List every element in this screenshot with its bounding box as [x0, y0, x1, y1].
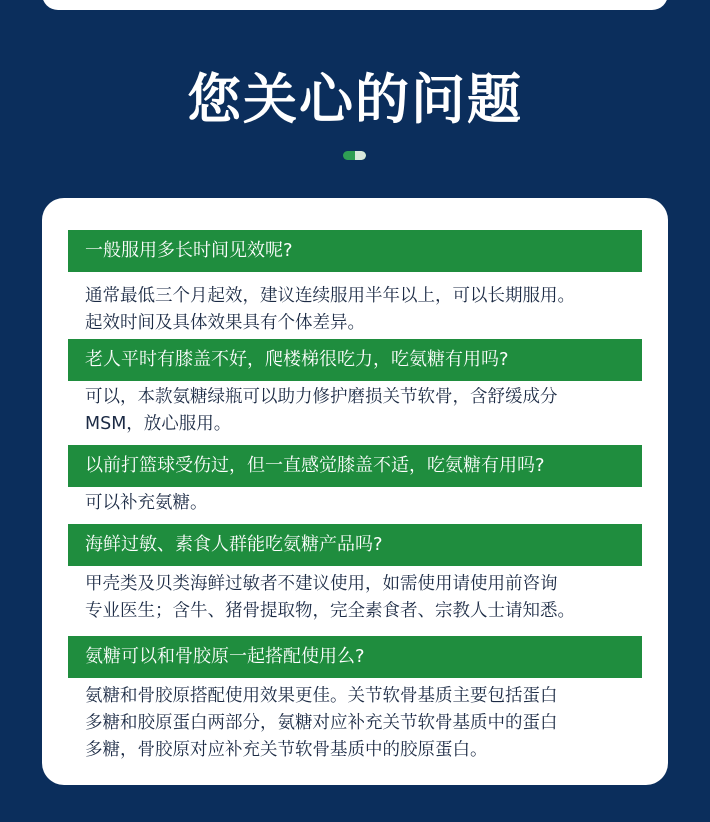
faq-answer-1-line-1: 通常最低三个月起效，建议连续服用半年以上，可以长期服用。: [85, 286, 575, 306]
faq-answer-2-line-2: MSM，放心服用。: [85, 414, 232, 434]
faq-question-4: 海鲜过敏、素食人群能吃氨糖产品吗?: [68, 524, 642, 566]
faq-question-2: 老人平时有膝盖不好，爬楼梯很吃力，吃氨糖有用吗?: [68, 339, 642, 381]
page-title: 您关心的问题: [187, 68, 523, 131]
faq-question-1: 一般服用多长时间见效呢?: [68, 230, 642, 272]
faq-answer-5-line-2: 多糖和胶原蛋白两部分，氨糖对应补充关节软骨基质中的蛋白: [85, 713, 558, 733]
section-divider-pill: [343, 151, 366, 160]
previous-card: [42, 0, 668, 10]
faq-answer-5-line-3: 多糖，骨胶原对应补充关节软骨基质中的胶原蛋白。: [85, 740, 488, 760]
faq-answer-4-line-1: 甲壳类及贝类海鲜过敏者不建议使用，如需使用请使用前咨询: [85, 574, 558, 594]
faq-question-5: 氨糖可以和骨胶原一起搭配使用么?: [68, 636, 642, 678]
faq-answer-3: [85, 490, 645, 517]
faq-answer-4-line-2: 专业医生；含牛、猪骨提取物，完全素食者、宗教人士请知悉。: [85, 601, 575, 621]
faq-card: [42, 198, 668, 785]
faq-answer-1: [85, 283, 645, 337]
faq-question-3: 以前打篮球受伤过，但一直感觉膝盖不适，吃氨糖有用吗?: [68, 445, 642, 487]
faq-answer-5-line-1: 氨糖和骨胶原搭配使用效果更佳。关节软骨基质主要包括蛋白: [85, 686, 558, 706]
faq-answer-4: [85, 571, 645, 625]
faq-answer-5: [85, 683, 645, 764]
faq-answer-3-line-1: 可以补充氨糖。: [85, 493, 208, 513]
pill-highlight: [355, 151, 366, 160]
faq-answer-2-line-1: 可以，本款氨糖绿瓶可以助力修护磨损关节软骨，含舒缓成分: [85, 387, 558, 407]
faq-answer-2: [85, 384, 645, 438]
faq-answer-1-line-2: 起效时间及具体效果具有个体差异。: [85, 313, 365, 333]
